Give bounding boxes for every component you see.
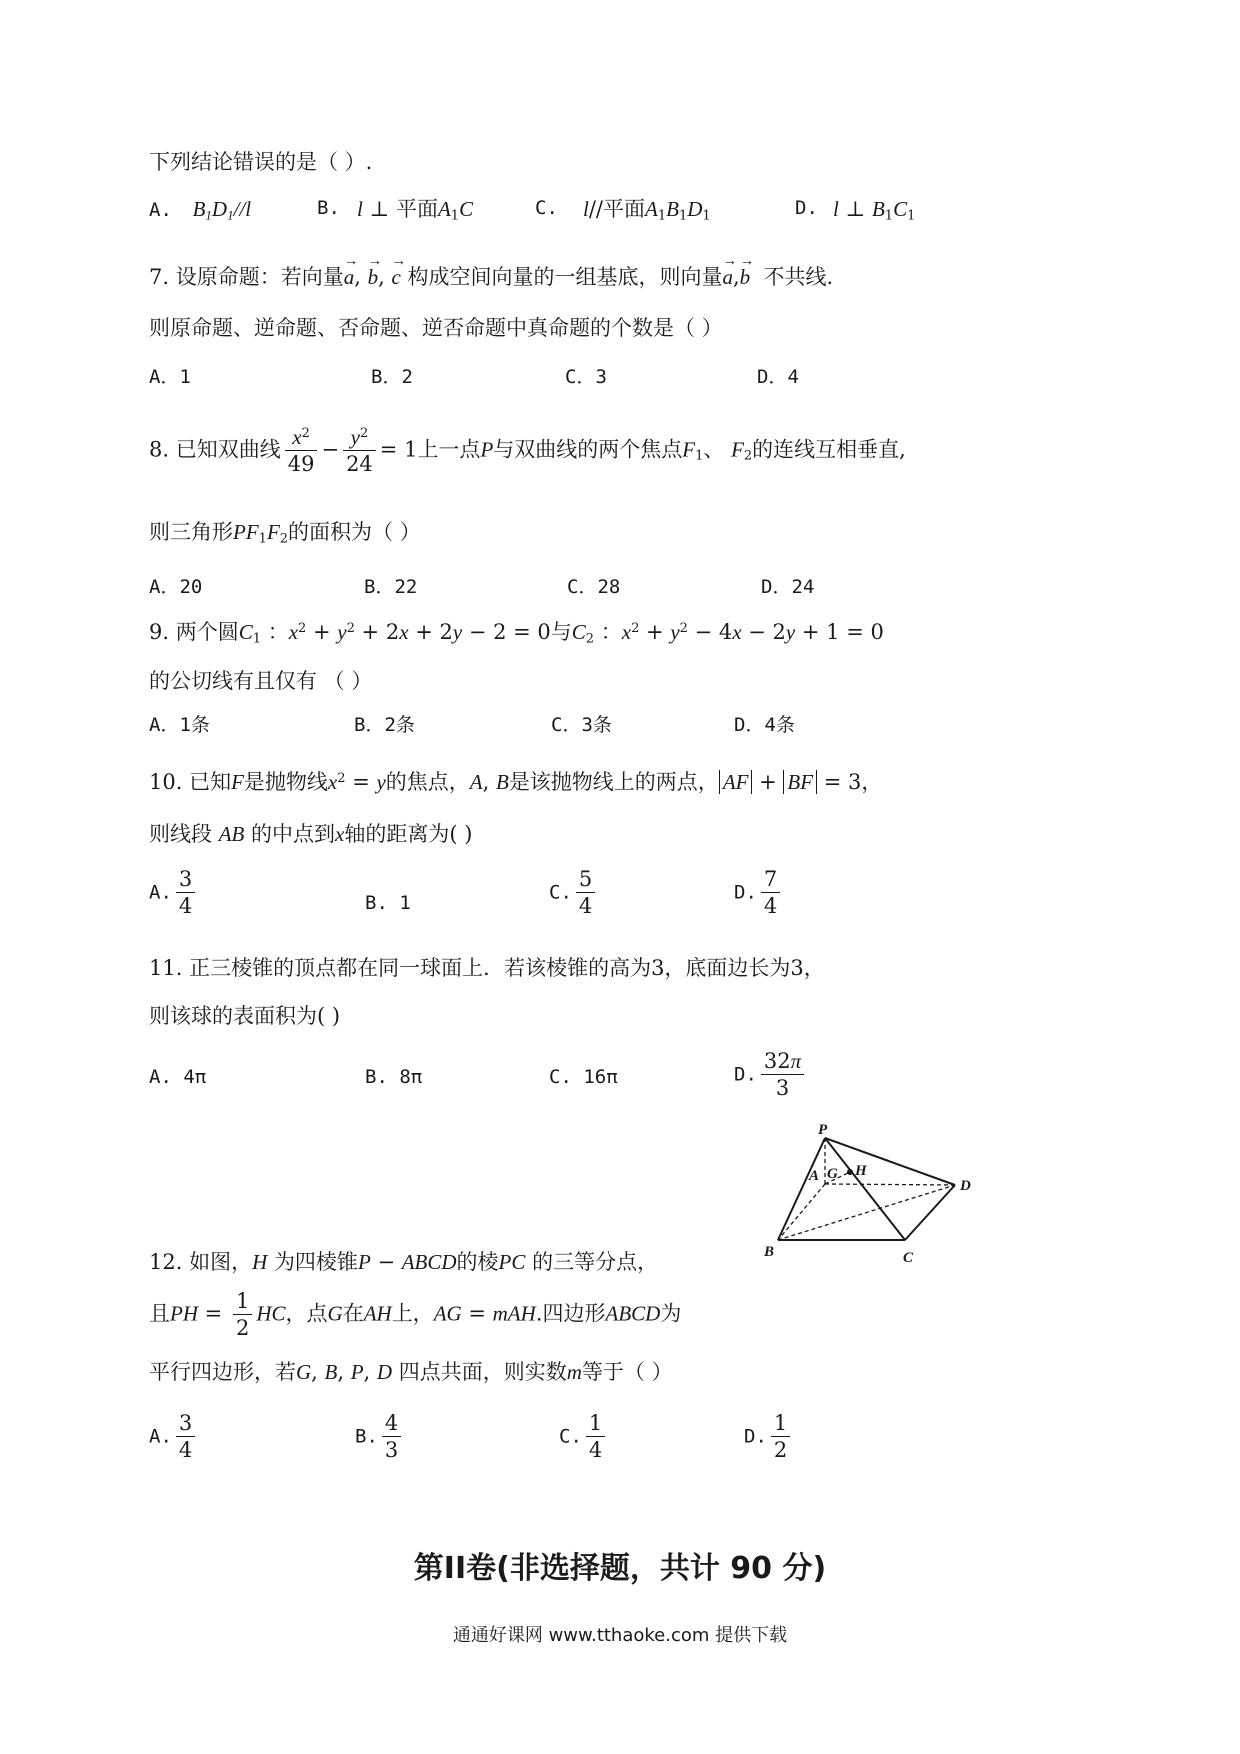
label-a: A (809, 1168, 820, 1184)
q10-stem: 10. 已知F是抛物线$x^2 = y$的焦点，A, B是该抛物线上的两点， AF + BF = 3， (149, 770, 883, 794)
q10-option-d: D. (734, 881, 757, 904)
label-b: B (764, 1244, 775, 1260)
q11-option-d: D. (734, 1063, 757, 1086)
q11-option-c: C. 16π (549, 1066, 618, 1088)
q11-line1: 11. 正三棱锥的顶点都在同一球面上．若该棱锥的高为3，底面边长为3， (149, 956, 825, 980)
q10-option-a: A. (149, 881, 172, 904)
q8-line2: 则三角形$PF_1F_2$的面积为（ ） (149, 520, 421, 547)
pyramid-figure (760, 1120, 990, 1270)
q9-option-c: C．3条 (551, 714, 612, 736)
q8-option-b: B．22 (364, 576, 418, 598)
q6-option-a-label: A. (149, 199, 172, 221)
q8-option-d: D．24 (761, 576, 815, 598)
q7-line2: 则原命题、逆命题、否命题、逆否命题中真命题的个数是（ ） (149, 316, 723, 340)
q12-option-d: D. (744, 1425, 767, 1448)
q8-option-a: A．20 (149, 576, 203, 598)
q12-line1: 12. 如图，H 为四棱锥P − ABCD的棱PC 的三等分点， (149, 1250, 659, 1274)
edge-pb (778, 1138, 825, 1240)
q9-line2: 的公切线有且仅有 （ ） (149, 669, 373, 693)
label-p: P (818, 1122, 828, 1138)
q11-option-a: A. 4π (149, 1066, 207, 1088)
q7-stem: 7. 设原命题：若向量→ a, → b, → c 构成空间向量的一组基底，则向量→ a,→ b 不共线. (149, 265, 833, 290)
q7-option-c: C．3 (565, 366, 607, 388)
q8-stem: 8. 已知双曲线 $\frac{x^2}{49}$ − $\frac{y^2}{24}$ = 1上一点P与双曲线的两个焦点$F_1$、 $F_2$的连线互相垂直, (149, 425, 906, 477)
q12-option-a: A. (149, 1425, 172, 1448)
label-d: D (960, 1178, 971, 1194)
edge-ad (825, 1184, 955, 1185)
q11-option-b: B. 8π (365, 1066, 423, 1088)
q9-option-b: B．2条 (354, 714, 415, 736)
q8-option-c: C．28 (567, 576, 621, 598)
q11-line2: 则该球的表面积为( ) (149, 1004, 341, 1028)
q9-option-d: D．4条 (734, 714, 795, 736)
q12-line2: 且PH = $\frac{1}{2}$ HC，点G在AH上，AG = mAH.四边形ABCD为 (149, 1289, 682, 1341)
q12-option-b: B. (355, 1425, 378, 1448)
q6-option-d-label: D. (795, 197, 818, 219)
label-g: G (827, 1166, 838, 1182)
q6-options: A. $B_1D_1//l$ B. l ⊥ 平面$A_1C$ C. l//平面$A_1B_1D_1$ D. l ⊥ $B_1C_1$ (149, 197, 916, 224)
q7-option-a: A．1 (149, 366, 191, 388)
q6-stem: 下列结论错误的是（ ）. (149, 150, 373, 174)
q10-option-b: B. 1 (365, 892, 411, 914)
diagonal-bd (778, 1185, 955, 1240)
q7-option-d: D．4 (757, 366, 799, 388)
q9-stem: 9. 两个圆$C_1$ ：$x^2 + y^2 + 2x + 2y - 2 = 0$与$C_2$ ：$x^2 + y^2 - 4x - 2y + 1 = 0$ (149, 620, 884, 647)
label-h: H (855, 1163, 867, 1179)
q10-line2: 则线段 AB 的中点到x轴的距离为( ) (149, 822, 473, 846)
section-title: 第II卷(非选择题，共计 90 分) (413, 1551, 827, 1586)
q9-option-a: A．1条 (149, 714, 210, 736)
edge-cd (905, 1185, 955, 1240)
q6-option-b-label: B. (317, 197, 340, 219)
q12-option-c: C. (559, 1425, 582, 1448)
q6-option-c-label: C. (535, 197, 558, 219)
footer: 通通好课网 www.tthaoke.com 提供下载 (452, 1625, 788, 1646)
q10-option-c: C. (549, 881, 572, 904)
edge-ab (778, 1184, 825, 1240)
q12-line3: 平行四边形，若G, B, P, D 四点共面，则实数m等于（ ） (149, 1360, 673, 1384)
label-c: C (903, 1250, 914, 1266)
q7-option-b: B．2 (371, 366, 413, 388)
point-h (847, 1169, 853, 1175)
